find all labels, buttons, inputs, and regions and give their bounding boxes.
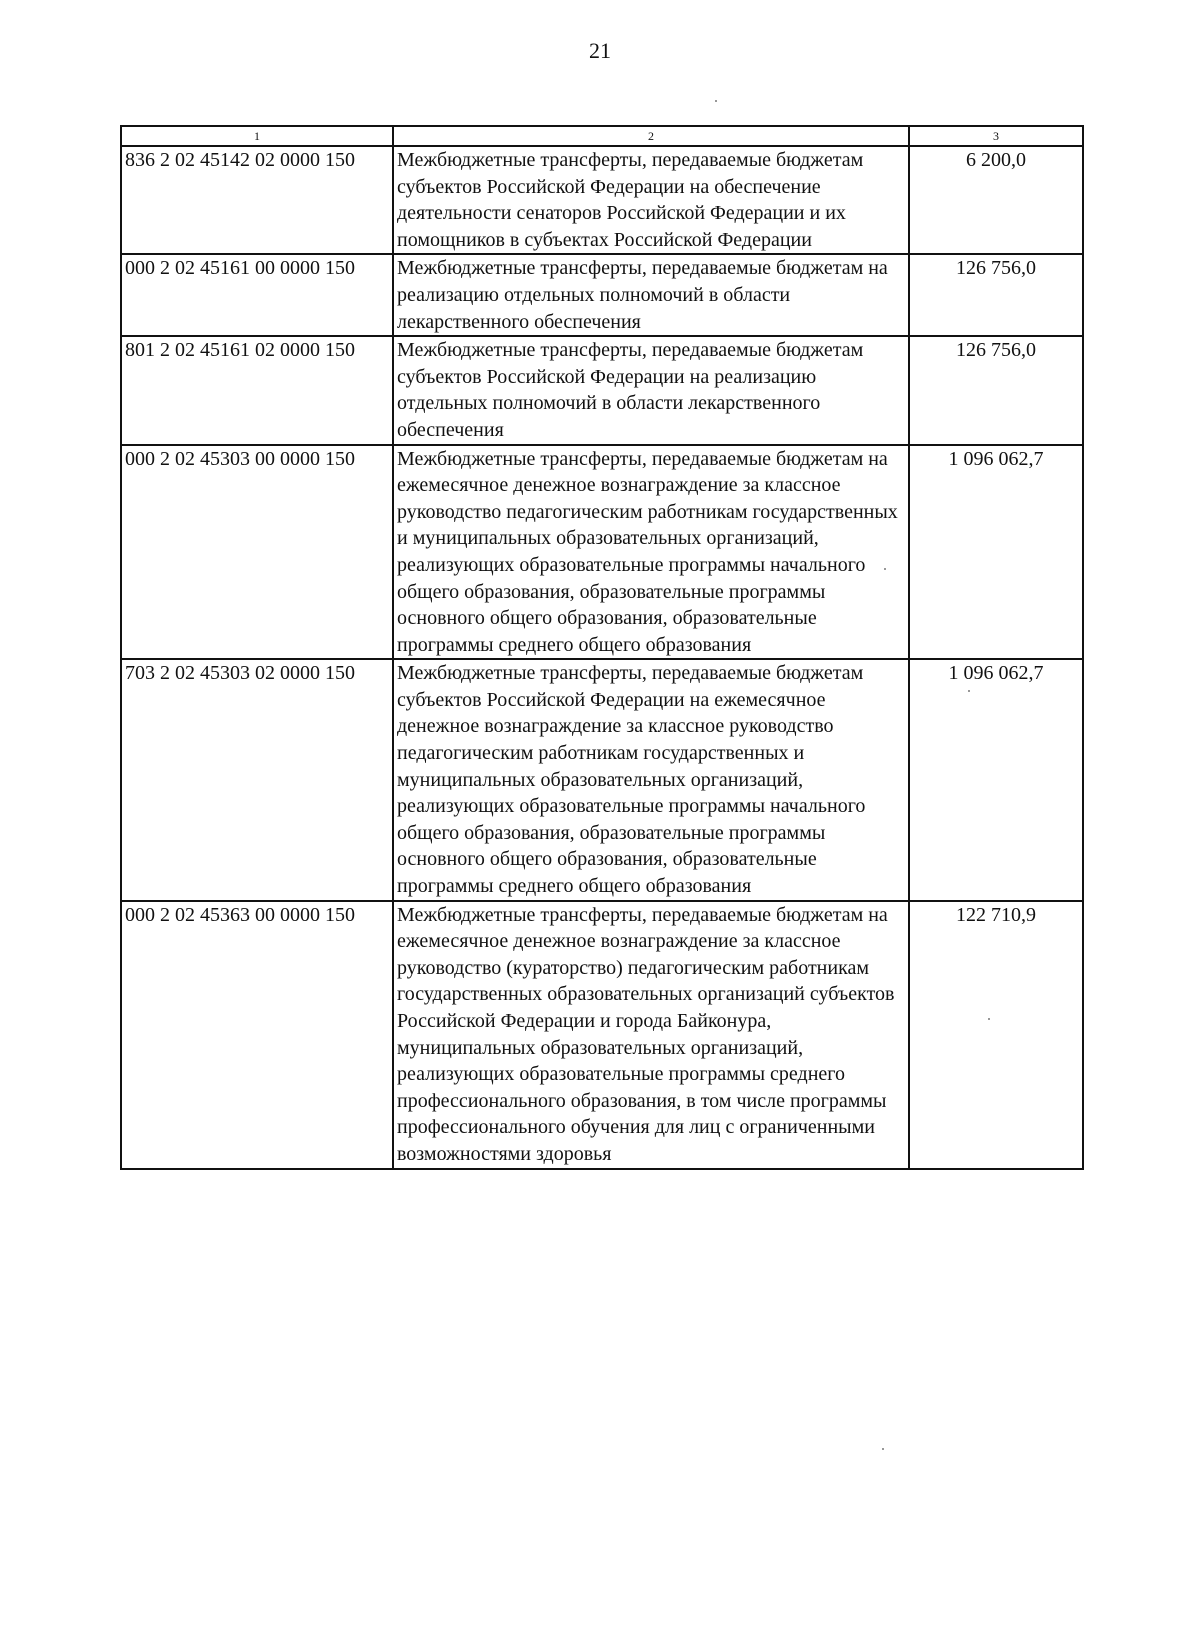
column-number-row (121, 126, 1083, 146)
table-row (121, 146, 1083, 254)
table-row (121, 254, 1083, 336)
budget-code: 801 2 02 45161 02 0000 150 (121, 336, 393, 444)
scan-speck (988, 1018, 990, 1020)
row-description: Межбюджетные трансферты, передаваемые бюджетам субъектов Российской Федерации на ежемесячное денежное вознаграждение за классное руководство педагогическим работникам государственных и муниципальных образовательных организаций, реализующих образовательные программы начального общего образования, образовательные программы основного общего образования, образовательные программы среднего общего образования (393, 659, 909, 900)
row-amount: 122 710,9 (909, 901, 1083, 1169)
budget-code: 836 2 02 45142 02 0000 150 (121, 146, 393, 254)
row-description: Межбюджетные трансферты, передаваемые бюджетам на реализацию отдельных полномочий в области лекарственного обеспечения (393, 254, 909, 336)
row-description: Межбюджетные трансферты, передаваемые бюджетам на ежемесячное денежное вознаграждение за классное руководство (кураторство) педагогическим работникам государственных образовательных организаций субъектов Российской Федерации и города Байконура, муниципальных образовательных организаций, реализующих образовательные программы среднего профессионального образования, в том числе программы профессионального обучения для лиц с ограниченными возможностями здоровья (393, 901, 909, 1169)
scan-speck (715, 100, 717, 102)
column-header-2: 2 (393, 126, 909, 146)
scan-speck (968, 690, 970, 692)
table-row (121, 659, 1083, 900)
scan-speck (884, 568, 886, 570)
column-header-3: 3 (909, 126, 1083, 146)
budget-code: 000 2 02 45303 00 0000 150 (121, 445, 393, 660)
budget-code: 000 2 02 45161 00 0000 150 (121, 254, 393, 336)
budget-table (120, 125, 1084, 1170)
column-header-1: 1 (121, 126, 393, 146)
table-row (121, 445, 1083, 660)
row-amount: 126 756,0 (909, 254, 1083, 336)
row-description: Межбюджетные трансферты, передаваемые бюджетам субъектов Российской Федерации на реализацию отдельных полномочий в области лекарственного обеспечения (393, 336, 909, 444)
row-amount: 126 756,0 (909, 336, 1083, 444)
row-description: Межбюджетные трансферты, передаваемые бюджетам на ежемесячное денежное вознаграждение за классное руководство педагогическим работникам государственных и муниципальных образовательных организаций, реализующих образовательные программы начального общего образования, образовательные программы основного общего образования, образовательные программы среднего общего образования (393, 445, 909, 660)
budget-code: 703 2 02 45303 02 0000 150 (121, 659, 393, 900)
row-amount: 1 096 062,7 (909, 659, 1083, 900)
row-amount: 1 096 062,7 (909, 445, 1083, 660)
table-row (121, 336, 1083, 444)
budget-code: 000 2 02 45363 00 0000 150 (121, 901, 393, 1169)
table-row (121, 901, 1083, 1169)
row-description: Межбюджетные трансферты, передаваемые бюджетам субъектов Российской Федерации на обеспечение деятельности сенаторов Российской Федерации и их помощников в субъектах Российской Федерации (393, 146, 909, 254)
scan-speck (882, 1448, 884, 1450)
row-amount: 6 200,0 (909, 146, 1083, 254)
page-number: 21 (589, 38, 611, 63)
